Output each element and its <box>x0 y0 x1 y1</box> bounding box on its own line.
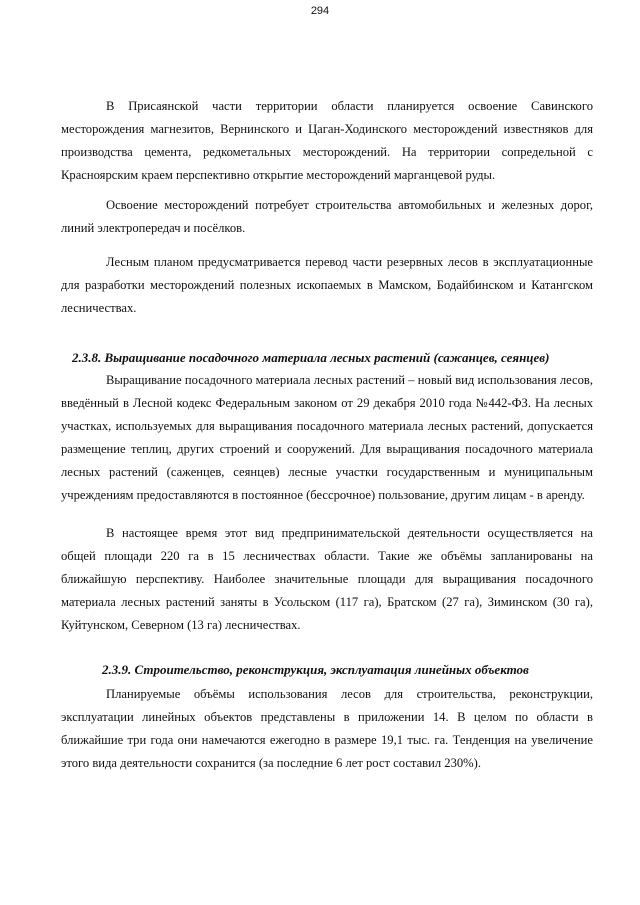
paragraph-prisayan-deposits: В Присаянской части территории области планируется освоение Савинского месторождения магнезитов, Вернинского и Цаган-Ходинского месторождений известняков для производства цемента, редкометальных месторождений. На территории сопредельной с Красноярским краем перспективно открытие месторождений марганцевой руды. <box>61 99 593 182</box>
section-heading-2-3-9: 2.3.9. Строительство, реконструкция, эксплуатация линейных объектов <box>102 662 529 677</box>
paragraph-infrastructure: Освоение месторождений потребует строительства автомобильных и железных дорог, линий электропередач и посёлков. <box>61 198 593 235</box>
paragraph-current-activity: В настоящее время этот вид предпринимательской деятельности осуществляется на общей площади 220 га в 15 лесничествах области. Такие же объёмы запланированы на ближайшую перспективу. Наиболее значительные площади для выращивания посадочного материала лесных растений заняты в Усольском (117 га), Братском (27 га), Зиминском (30 га), Куйтунском, Северном (13 га) лесничествах. <box>61 526 593 632</box>
page-number: 294 <box>310 5 330 17</box>
paragraph-linear-objects: Планируемые объёмы использования лесов для строительства, реконструкции, эксплуатации линейных объектов представлены в приложении 14. В целом по области в ближайшие три года они намечаются ежегодно в размере 19,1 тыс. га. Тенденция на увеличение этого вида деятельности сохранится (за последние 6 лет рост составил 230%). <box>61 687 593 770</box>
paragraph-seedling-cultivation: Выращивание посадочного материала лесных растений – новый вид использования лесов, введённый в Лесной кодекс Федеральным законом от 29 декабря 2010 года №442-ФЗ. На лесных участках, используемых для выращивания посадочного материала лесных растений, допускается размещение теплиц, других строений и сооружений. Для выращивания посадочного материала лесных растений (саженцев, сеянцев) лесные участки государственным и муниципальным учреждениям предоставляются в постоянное (бессрочное) пользование, другим лицам - в аренду. <box>61 373 593 502</box>
section-heading-2-3-8: 2.3.8. Выращивание посадочного материала лесных растений (сажанцев, сеянцев) <box>72 350 550 365</box>
paragraph-forest-plan-transfer: Лесным планом предусматривается перевод части резервных лесов в эксплуатационные для разработки месторождений полезных ископаемых в Мамском, Бодайбинском и Катангском лесничествах. <box>61 255 593 315</box>
